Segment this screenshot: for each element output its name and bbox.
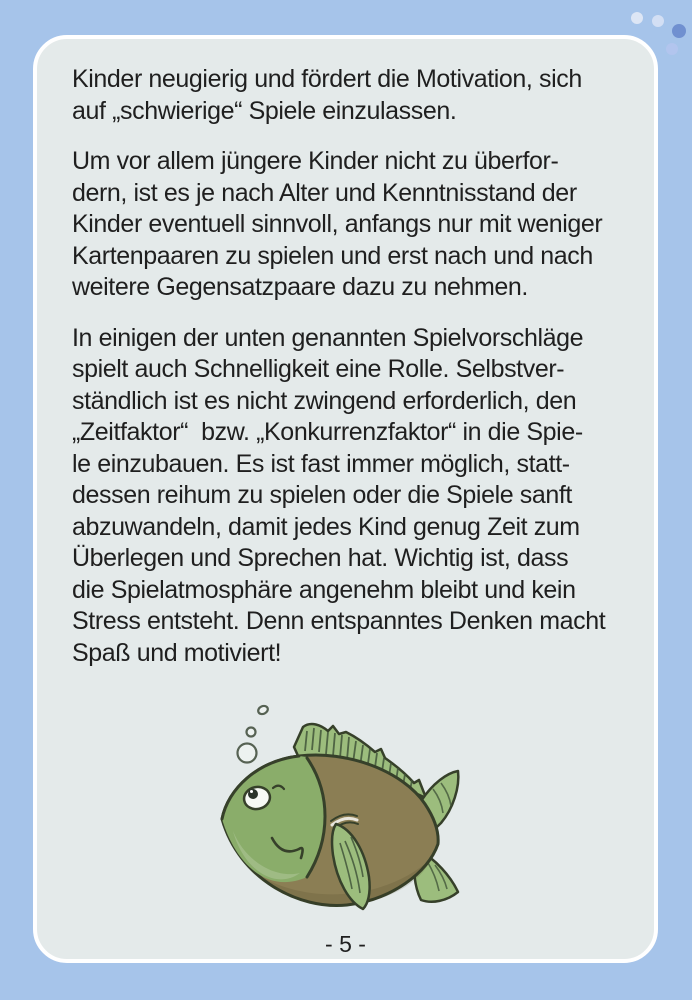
body-text	[72, 64, 638, 688]
eye-pupil	[248, 789, 258, 799]
text-line: Stress entsteht. Denn entspanntes Denken macht	[72, 607, 606, 635]
page-number: - 5 -	[325, 931, 366, 957]
text-line: Um vor allem jüngere Kinder nicht zu überfor-	[72, 147, 559, 175]
text-line: die Spielatmosphäre angenehm bleibt und kein	[72, 575, 576, 604]
text-line: Überlegen und Sprechen hat. Wichtig ist, dass	[72, 544, 569, 572]
decorative-dot	[652, 15, 664, 27]
text-line: „Zeitfaktor“ bzw. „Konkurrenzfaktor“ in die Spie-	[72, 418, 583, 446]
text-line: ständlich ist es nicht zwingend erforderlich, den	[72, 386, 577, 415]
text-line: abzuwandeln, damit jedes Kind genug Zeit zum	[72, 512, 580, 541]
eye-glint	[250, 790, 253, 793]
fish-head	[222, 756, 325, 882]
text-line: Kinder eventuell sinnvoll, anfangs nur mit weniger	[72, 210, 603, 238]
paragraph	[72, 146, 638, 304]
bubbles-icon	[238, 704, 270, 762]
text-line: le einzubauen. Es ist fast immer möglich, statt-	[72, 449, 570, 478]
text-line: dessen reihum zu spielen oder die Spiele sanft	[72, 481, 572, 509]
text-line: weitere Gegensatzpaare dazu zu nehmen.	[72, 273, 528, 301]
paragraph	[72, 64, 638, 127]
text-line: In einigen der unten genannten Spielvorschläge	[72, 323, 584, 352]
text-line: Kartenpaaren zu spielen und erst nach und nach	[72, 241, 593, 270]
text-line: Spaß und motiviert!	[72, 638, 282, 667]
content-card	[33, 35, 658, 963]
paragraph	[72, 323, 638, 670]
decorative-dot	[666, 43, 678, 55]
fish-icon	[195, 699, 475, 923]
fish-illustration	[195, 699, 475, 923]
text-line: Kinder neugierig und fördert die Motivation, sich	[72, 65, 582, 93]
text-line: spielt auch Schnelligkeit eine Rolle. Selbstver-	[72, 355, 565, 383]
decorative-dot	[672, 24, 686, 38]
text-line: auf „schwierige“ Spiele einzulassen.	[72, 96, 457, 125]
decorative-dot	[631, 12, 643, 24]
text-line: dern, ist es je nach Alter und Kenntnisstand der	[72, 178, 577, 207]
